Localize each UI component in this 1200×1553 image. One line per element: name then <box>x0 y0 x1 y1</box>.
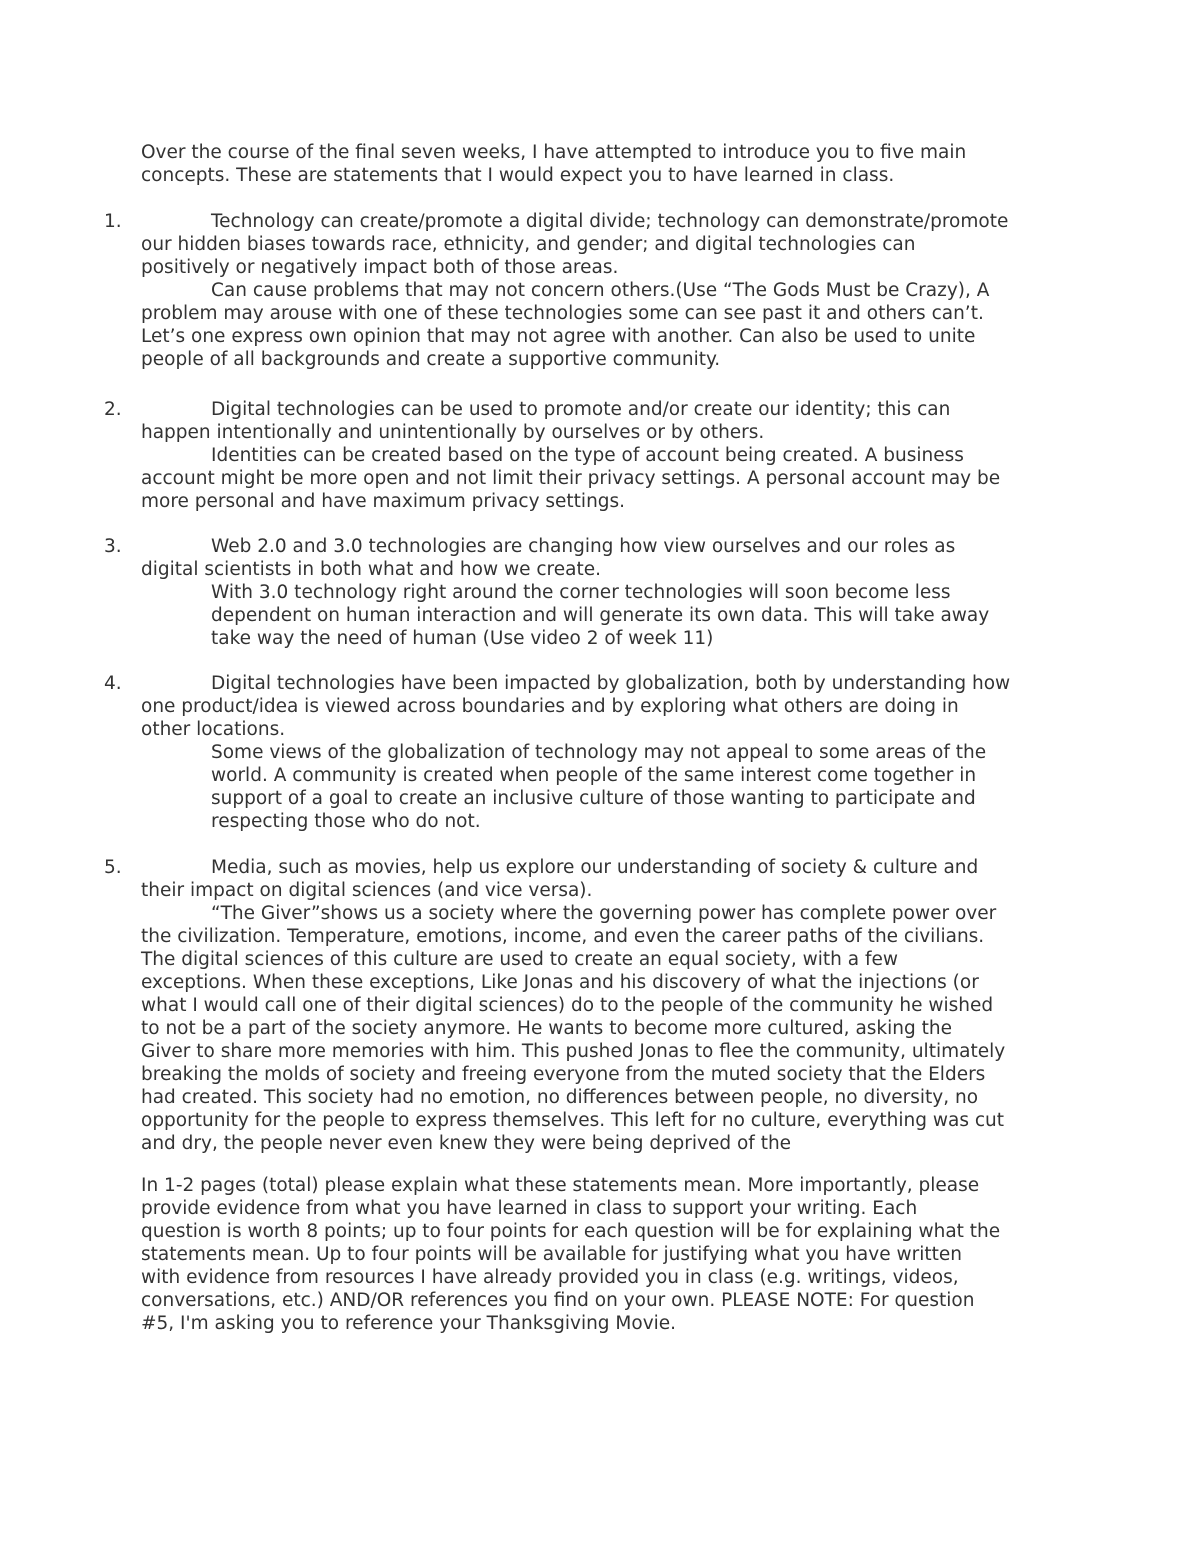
list-number: 5. <box>104 857 122 878</box>
response-text <box>141 444 1079 513</box>
response-text <box>141 902 1079 1155</box>
response-body: the civilization. Temperature, emotions, income, and even the career paths of the civilians. The digital sciences of this culture are used to create an equal society, with a few exceptions. When these exceptions, Like Jonas and his discovery of what the injections (or what I would call one of their digital sciences) do to the people of the community he wished to not be a part of the society anymore. He wants to become more cultured, asking the Giver to share more memories with him. This pushed Jonas to flee the community, ultimately breaking the molds of society and freeing everyone from the muted society that the Elders had created. This society had no emotion, no differences between people, no diversity, no opportunity for the people to express themselves. This left for no culture, everything was cut and dry, the people never even knew they were being deprived of the <box>141 926 1006 1154</box>
statement-text <box>141 856 1079 902</box>
instructions-paragraph: In 1-2 pages (total) please explain what these statements mean. More importantly, please provide evidence from what you have learned in class to support your writing. Each question is worth 8 points; up to four points for each question will be for explaining what the statements mean. Up to four points will be available for justifying what you have written with evidence from resources I have already provided you in class (e.g. writings, videos, conversations, etc.) AND/OR references you find on your own. PLEASE NOTE: For question #5, I'm asking you to reference your Thanksgiving Movie. <box>141 1175 1001 1334</box>
list-item-2 <box>104 398 1079 513</box>
response-first-line: Can cause problems that may not concern others.(Use “The Gods Must be Crazy), A <box>211 280 990 301</box>
list-item-3 <box>104 535 1079 650</box>
statement-text <box>141 398 1079 444</box>
response-text <box>141 279 1079 371</box>
list-item-5 <box>104 856 1079 1155</box>
list-number: 4. <box>104 673 122 694</box>
response-text: Some views of the globalization of technology may not appeal to some areas of the world. A community is created when people of the same interest come together in support of a goal to create an inclusive culture of those wanting to participate and respecting those who do not. <box>211 742 987 832</box>
list-number: 2. <box>104 399 122 420</box>
statement-text <box>141 672 1079 741</box>
statement-body: Technology can create/promote a digital divide; technology can demonstrate/promote our hidden biases towards race, ethnicity, and gender; and digital technologies can positively or negatively impact both of those areas. <box>141 211 1009 278</box>
statement-body: Digital technologies have been impacted by globalization, both by understanding how one product/idea is viewed across boundaries and by exploring what others are doing in other locations. <box>141 673 1011 740</box>
response-body: account might be more open and not limit their privacy settings. A personal account may be more personal and have maximum privacy settings. <box>141 468 1001 512</box>
statement-body: Media, such as movies, help us explore our understanding of society & culture and their impact on digital sciences (and vice versa). <box>141 857 979 901</box>
response-body: problem may arouse with one of these technologies some can see past it and others can’t. Let’s one express own opinion that may not agree with another. Can also be used to unite people of all backgrounds and create a supportive community. <box>141 303 984 370</box>
list-item-1 <box>104 210 1079 371</box>
list-item-4 <box>104 672 1079 833</box>
statement-text <box>141 535 1079 581</box>
list-number: 3. <box>104 536 122 557</box>
response-text: With 3.0 technology right around the corner technologies will soon become less dependent on human interaction and will generate its own data. This will take away take way the need of human (Use video 2 of week 11) <box>211 582 990 649</box>
response-first-line: Identities can be created based on the type of account being created. A business <box>211 445 964 466</box>
intro-paragraph: Over the course of the final seven weeks, I have attempted to introduce you to five main concepts. These are statements that I would expect you to have learned in class. <box>141 142 967 186</box>
statement-text <box>141 210 1079 279</box>
statement-body: Digital technologies can be used to promote and/or create our identity; this can happen intentionally and unintentionally by ourselves or by others. <box>141 399 951 443</box>
list-number: 1. <box>104 211 122 232</box>
response-first-line: “The Giver”shows us a society where the governing power has complete power over <box>211 903 997 924</box>
statement-body: Web 2.0 and 3.0 technologies are changing how view ourselves and our roles as digital scientists in both what and how we create. <box>141 536 956 580</box>
